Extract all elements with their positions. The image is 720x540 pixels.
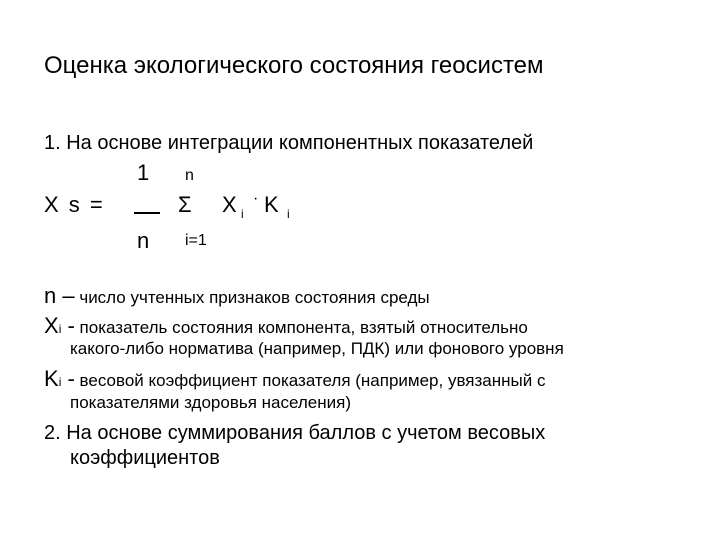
list-item-2-continuation: коэффициентов (70, 447, 220, 469)
definition-text: число учтенных признаков состояния среды (74, 288, 430, 307)
definition-xi (44, 313, 528, 339)
slide-title: Оценка экологического состояния геосистем (44, 52, 544, 79)
definition-dash: - (61, 313, 75, 338)
formula-sum-lower-limit: i=1 (185, 232, 207, 249)
definition-xi-continuation: какого-либо норматива (например, ПДК) или фонового уровня (70, 339, 564, 358)
formula-lhs: X s = (44, 192, 105, 217)
formula-k-subscript: i (287, 207, 290, 221)
formula-numerator: 1 (137, 160, 150, 185)
definition-symbol: X (44, 313, 59, 338)
definition-text: показатель состояния компонента, взятый относительно (74, 318, 528, 337)
definition-ki (44, 366, 545, 392)
definition-dash: – (56, 283, 75, 308)
definition-n (44, 283, 430, 309)
list-item-2: 2. На основе суммирования баллов с учетом весовых (44, 422, 546, 444)
definition-subscript: i (58, 322, 62, 336)
formula-sum-upper-limit: n (185, 167, 194, 184)
formula-x: X (222, 192, 237, 217)
definition-subscript: i (58, 375, 62, 389)
list-item-1: 1. На основе интеграции компонентных показателей (44, 132, 534, 154)
formula-sigma: Σ (178, 192, 192, 217)
definition-dash: - (61, 366, 75, 391)
formula-k: K (264, 192, 279, 217)
definition-symbol: K (44, 366, 59, 391)
definition-symbol: n (44, 283, 57, 308)
formula-x-subscript: i (241, 207, 244, 221)
definition-text: весовой коэффициент показателя (например, увязанный с (74, 371, 546, 390)
formula-denominator: n (137, 228, 150, 253)
formula-multiply-dot: · (253, 190, 259, 207)
formula-fraction-bar (134, 212, 160, 214)
definition-ki-continuation: показателями здоровья населения) (70, 393, 352, 412)
